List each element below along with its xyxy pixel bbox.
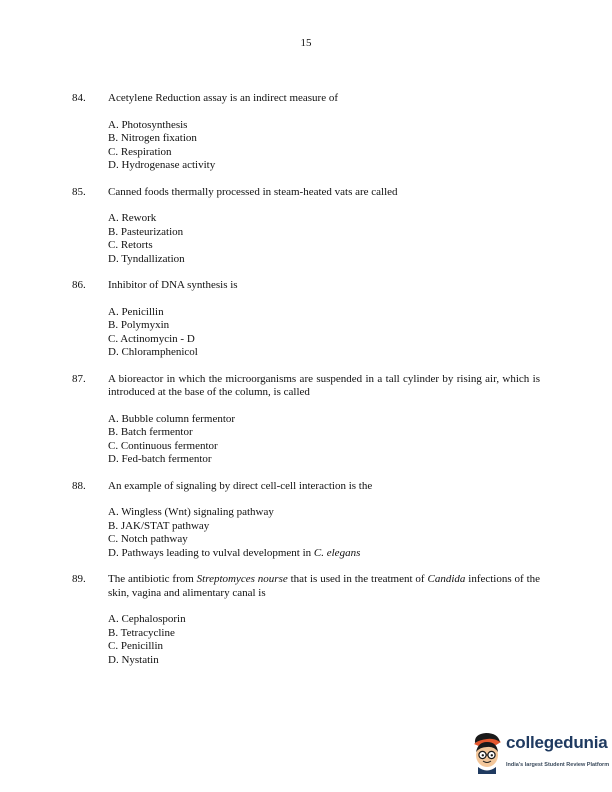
option-c: C. Notch pathway: [108, 533, 188, 545]
option-c: C. Respiration: [108, 145, 172, 158]
question-number: 85.: [72, 185, 86, 198]
option-list: [108, 212, 540, 266]
question-88: [72, 480, 540, 561]
logo-wordmark: collegedunia: [506, 733, 608, 752]
option-list: [108, 613, 540, 667]
question-text-part: The antibiotic from: [108, 573, 197, 585]
option-d-species: C. elegans: [313, 546, 361, 559]
option-a: A. Cephalosporin: [108, 613, 186, 625]
option-c: C. Continuous fermentor: [108, 439, 218, 452]
option-list: [108, 306, 540, 360]
option-a: A. Rework: [108, 212, 157, 224]
question-84: [72, 92, 540, 173]
option-d: [108, 547, 540, 561]
mascot-icon: [470, 730, 504, 774]
option-a: A. Penicillin: [108, 305, 164, 318]
question-text: Acetylene Reduction assay is an indirect measure of: [108, 92, 339, 104]
question-number: 89.: [72, 573, 86, 585]
option-b: B. JAK/STAT pathway: [108, 519, 210, 532]
question-number: 84.: [72, 92, 86, 104]
option-d: D. Chloramphenicol: [108, 346, 198, 358]
page-number: 15: [300, 37, 312, 49]
option-b: B. Batch fermentor: [108, 426, 193, 438]
question-86: [72, 279, 540, 360]
option-b: B. Pasteurization: [108, 225, 184, 238]
organism-name: Streptomyces nourse: [196, 573, 288, 585]
question-text: [108, 573, 540, 600]
question-number: 87.: [72, 372, 86, 385]
question-text: A bioreactor in which the microorganisms are suspended in a tall cylinder by rising air, which is introduced at the base of the column, is called: [108, 372, 540, 398]
option-d: D. Fed-batch fermentor: [108, 453, 212, 465]
question-number: 88.: [72, 479, 86, 492]
question-number: 86.: [72, 279, 86, 291]
option-b: B. Tetracycline: [108, 626, 175, 639]
question-89: [72, 573, 540, 667]
option-a: A. Photosynthesis: [108, 118, 188, 131]
question-text-part: infections of the skin, vagina and alimentary canal is: [108, 573, 541, 599]
option-d: D. Nystatin: [108, 653, 159, 666]
question-text: Inhibitor of DNA synthesis is: [108, 279, 238, 291]
option-d: D. Tyndallization: [108, 252, 185, 265]
option-list: [108, 119, 540, 173]
option-a: A. Wingless (Wnt) signaling pathway: [108, 506, 274, 518]
option-c: C. Actinomycin - D: [108, 332, 195, 345]
option-b: B. Nitrogen fixation: [108, 132, 197, 144]
question-list: [72, 92, 540, 680]
option-b: B. Polymyxin: [108, 319, 170, 331]
option-list: [108, 413, 540, 467]
question-text: An example of signaling by direct cell-cell interaction is the: [108, 479, 373, 492]
question-85: [72, 186, 540, 267]
logo-tagline: India's largest Student Review Platform: [506, 762, 610, 768]
option-d-text: D. Pathways leading to vulval development in: [108, 546, 314, 559]
option-list: [108, 506, 540, 560]
option-d: D. Hydrogenase activity: [108, 159, 216, 171]
question-text-part: that is used in the treatment of: [287, 573, 428, 585]
option-c: C. Retorts: [108, 239, 153, 251]
collegedunia-logo: [470, 728, 610, 776]
organism-name: Candida: [427, 573, 466, 585]
option-c: C. Penicillin: [108, 640, 163, 652]
question-87: [72, 373, 540, 467]
option-a: A. Bubble column fermentor: [108, 412, 236, 425]
question-text: Canned foods thermally processed in steam-heated vats are called: [108, 185, 398, 198]
